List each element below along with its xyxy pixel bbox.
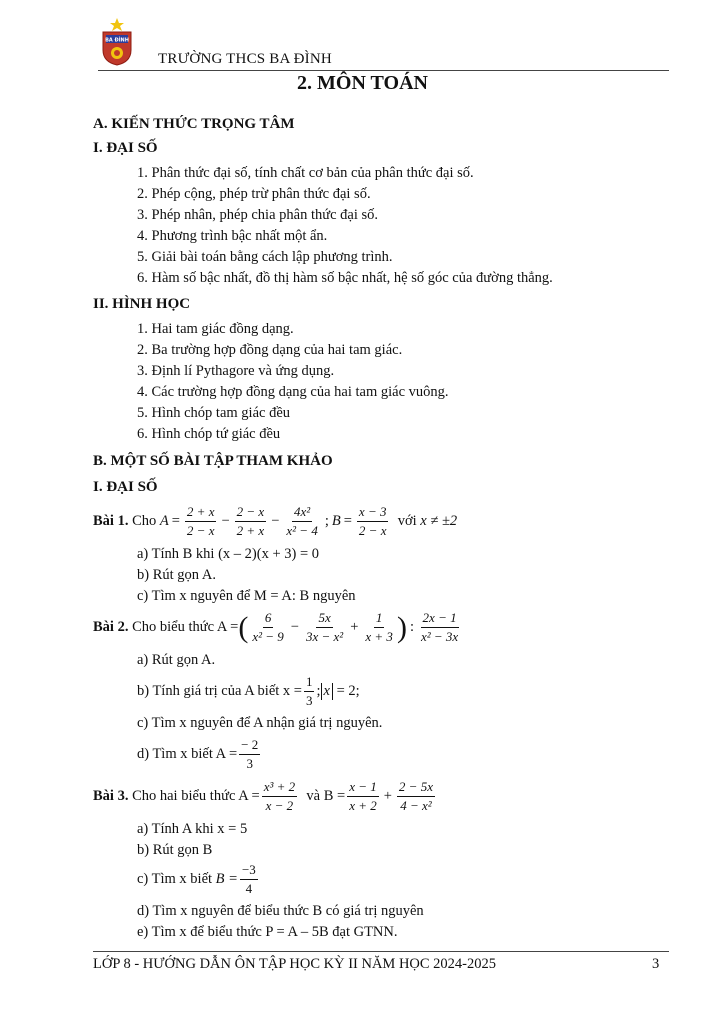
- exercise-2-part-a: a) Rút gọn A.: [137, 652, 216, 668]
- header-divider: [98, 70, 669, 71]
- fraction: $\frac{- 2}{3}$: [241, 737, 259, 771]
- footer-text: LỚP 8 - HƯỚNG DẪN ÔN TẬP HỌC KỲ II NĂM HỌC 2024-2025: [93, 956, 497, 972]
- footer-divider: [93, 951, 669, 952]
- school-name: TRƯỜNG THCS BA ĐÌNH: [158, 51, 332, 67]
- geometry-item: 3. Định lí Pythagore và ứng dụng.: [137, 363, 335, 379]
- exercise-2-part-c: c) Tìm x nguyên để A nhận giá trị nguyên.: [137, 715, 383, 731]
- exercise-2-statement: Bài 2. Cho biểu thức A = ( $\frac{6}{\text{x² − 9}}$ − $\frac{5x}{\text{3x − x²}}$ + $\frac{1}{x + 3}$ ) : $\frac{2x - 1}{\text{x² − 3x}}$: [93, 610, 459, 644]
- exercise-1-label: Bài 1.: [93, 513, 129, 529]
- fraction: $\frac{-3}{4}$: [241, 862, 256, 896]
- algebra-heading: I. ĐẠI SỐ: [93, 140, 158, 156]
- exercise-1-part-a: a) Tính B khi (x – 2)(x + 3) = 0: [137, 546, 320, 562]
- page-title: 2. MÔN TOÁN: [297, 72, 428, 94]
- exercise-3-statement: Bài 3. Cho hai biểu thức A = $\frac{\text{x³ + 2}}{x - 2}$ và B = $\frac{x - 1}{x + 2}$ + $\frac{2 - 5x}{\text{4 − x²}}$: [93, 779, 433, 813]
- exercise-2-part-d: d) Tìm x biết A = $\frac{- 2}{3}$: [137, 737, 259, 771]
- exercise-3-part-b: b) Rút gọn B: [137, 842, 213, 858]
- fraction: $\frac{1}{x + 3}$: [365, 610, 393, 644]
- fraction: $\frac{2 - 5x}{\text{4 − x²}}$: [398, 779, 433, 813]
- geometry-item: 6. Hình chóp tứ giác đều: [137, 426, 281, 442]
- geometry-item: 2. Ba trường hợp đồng dạng của hai tam giác.: [137, 342, 403, 358]
- exercise-2-part-b: b) Tính giá trị của A biết x = $\frac{1}{3}$ ; x = 2;: [137, 674, 360, 708]
- geometry-item: 4. Các trường hợp đồng dạng của hai tam giác vuông.: [137, 384, 449, 400]
- exercise-1-part-c: c) Tìm x nguyên để M = A: B nguyên: [137, 588, 356, 604]
- geometry-item: 1. Hai tam giác đồng dạng.: [137, 321, 294, 337]
- exercise-1-part-b: b) Rút gọn A.: [137, 567, 216, 583]
- geometry-item: 5. Hình chóp tam giác đều: [137, 405, 291, 421]
- school-logo: [100, 18, 134, 66]
- algebra-item: 2. Phép cộng, phép trừ phân thức đại số.: [137, 186, 371, 202]
- exercise-3-part-a: a) Tính A khi x = 5: [137, 821, 248, 837]
- algebra-item: 4. Phương trình bậc nhất một ẩn.: [137, 228, 328, 244]
- geometry-heading: II. HÌNH HỌC: [93, 296, 191, 312]
- algebra-item: 3. Phép nhân, phép chia phân thức đại số.: [137, 207, 379, 223]
- algebra-item: 5. Giải bài toán bằng cách lập phương trình.: [137, 249, 393, 265]
- fraction: $\frac{\text{x³ + 2}}{x - 2}$: [263, 779, 296, 813]
- logo-text: BA ĐÌNH: [105, 37, 129, 44]
- exercise-1-statement: Bài 1. Cho A = $\frac{2 + x}{2 - x}$ − $\frac{2 - x}{2 + x}$ − $\frac{\text{4x²}}{\text{x² − 4}}$ ; B = $\frac{x - 3}{2 - x}$ với x ≠ ±2: [93, 504, 458, 538]
- fraction: $\frac{\text{4x²}}{\text{x² − 4}}$: [286, 504, 318, 538]
- fraction: $\frac{2 - x}{2 + x}$: [236, 504, 265, 538]
- fraction: $\frac{x - 3}{2 - x}$: [358, 504, 387, 538]
- algebra-item: 6. Hàm số bậc nhất, đồ thị hàm số bậc nhất, hệ số góc của đường thẳng.: [137, 270, 553, 286]
- fraction: $\frac{5x}{\text{3x − x²}}$: [305, 610, 344, 644]
- exercise-3-label: Bài 3.: [93, 788, 129, 804]
- fraction: $\frac{x - 1}{x + 2}$: [349, 779, 377, 813]
- fraction: $\frac{2x - 1}{\text{x² − 3x}}$: [420, 610, 459, 644]
- algebra-item: 1. Phân thức đại số, tính chất cơ bản của phân thức đại số.: [137, 165, 474, 181]
- exercise-3-part-c: c) Tìm x biết B = $\frac{-3}{4}$: [137, 862, 256, 896]
- fraction: $\frac{6}{\text{x² − 9}}$: [252, 610, 284, 644]
- exercise-3-part-d: d) Tìm x nguyên để biểu thức B có giá trị nguyên: [137, 903, 424, 919]
- exercise-3-part-e: e) Tìm x để biểu thức P = A – 5B đạt GTNN.: [137, 924, 398, 940]
- section-a-heading: A. KIẾN THỨC TRỌNG TÂM: [93, 116, 295, 132]
- fraction: $\frac{2 + x}{2 - x}$: [186, 504, 215, 538]
- section-b-heading: B. MỘT SỐ BÀI TẬP THAM KHẢO: [93, 453, 333, 469]
- section-b-algebra-heading: I. ĐẠI SỐ: [93, 479, 158, 495]
- page-number: 3: [652, 956, 660, 972]
- fraction: $\frac{1}{3}$: [305, 674, 313, 708]
- exercise-2-label: Bài 2.: [93, 619, 129, 635]
